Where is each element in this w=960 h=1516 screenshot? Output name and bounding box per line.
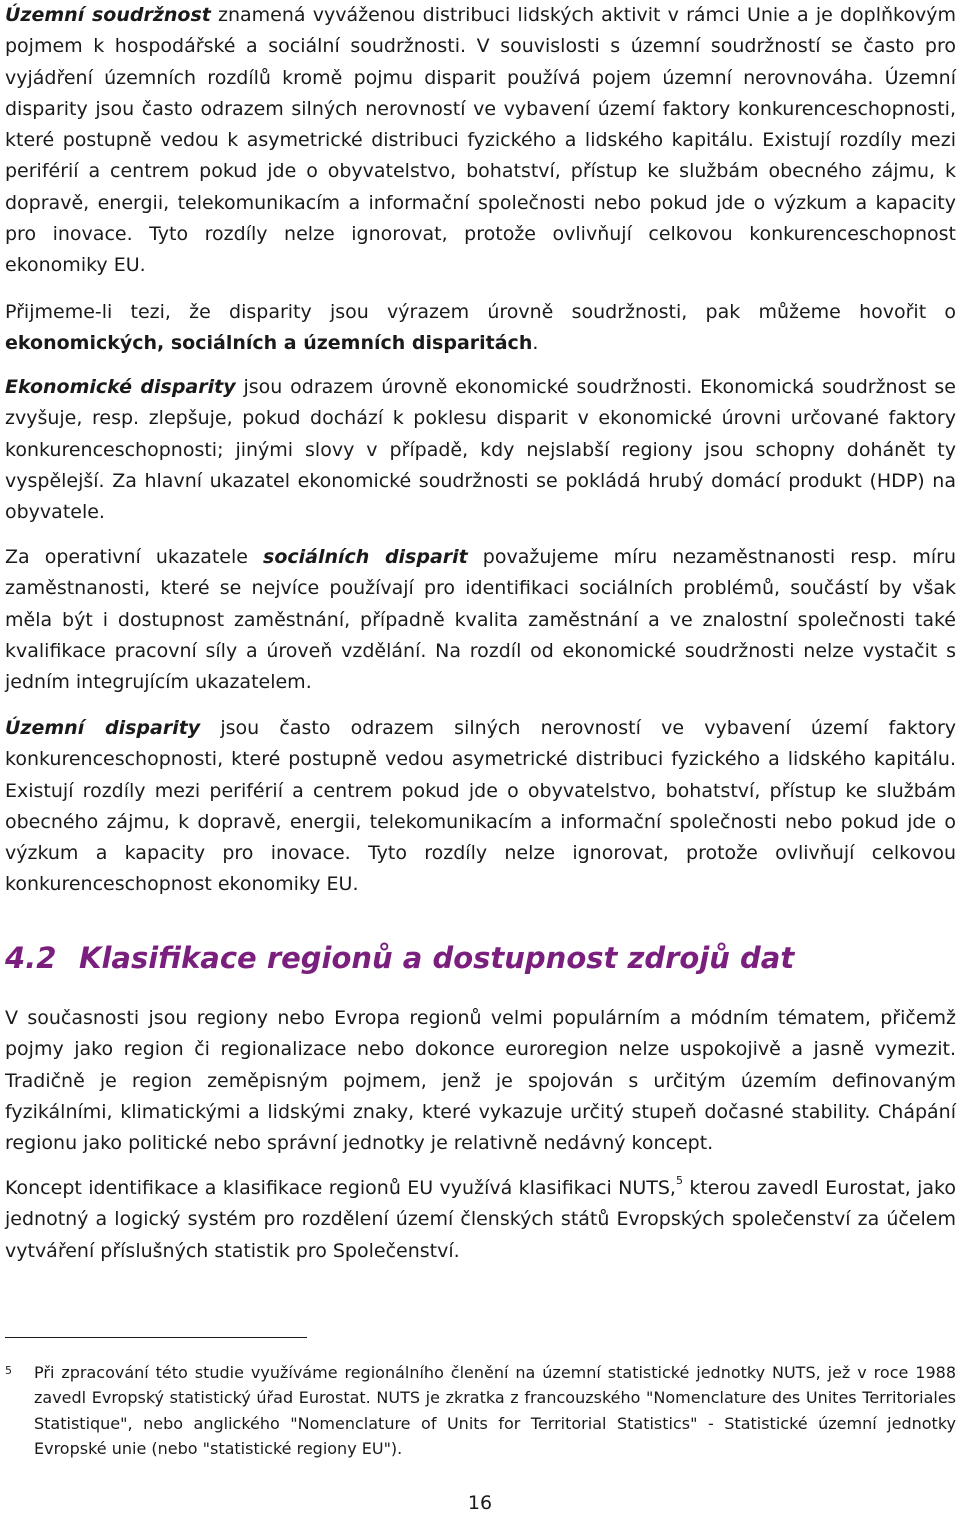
footnote-reference[interactable]: 5	[675, 1174, 683, 1187]
paragraph-text: V současnosti jsou regiony nebo Evropa regionů velmi populárním a módním tématem, přičemž pojmy jako region či regionalizace nebo dokonce euroregion nelze uspokojivě a jasně vymezit. Tradičně je region zeměpisným pojmem, jenž je spojován s určitým územím definovaným fyzikálními, klimatickými a lidskými znaky, které vykazuje určitý stupeň dočasné stability. Chápání regionu jako politické nebo správní jednotky je relativně nedávný koncept.	[5, 1007, 956, 1155]
section-title: Klasifikace regionů a dostupnost zdrojů dat	[79, 941, 795, 975]
footnote-mark: 5	[5, 1364, 12, 1377]
page-number: 16	[467, 1492, 493, 1514]
section-heading	[5, 936, 794, 980]
paragraph-economic-disparities	[5, 372, 956, 528]
section-number: 4.2	[5, 941, 57, 975]
footnote-text: Při zpracování této studie využíváme regionálního členění na územní statistické jednotky NUTS, jež v roce 1988 zavedl Evropský statistický úřad Eurostat. NUTS je zkratka z francouzského "Nomenclature des Unites Territoriales Statistique", nebo anglického "Nomenclature of Units for Territorial Statistics" - Statistické územní jednotky Evropské unie (nebo "statistické regiony EU").	[34, 1363, 956, 1458]
paragraph-text: považujeme míru nezaměstnanosti resp. míru zaměstnanosti, které se nejvíce používají pro identifikaci sociálních problémů, součástí by však měla být i dostupnost zaměstnání, případně kvalita zaměstnání a ve znalostní společnosti také kvalifikace pracovní síly a úroveň vzdělání. Na rozdíl od ekonomické soudržnosti nelze vystačit s jedním integrujícím ukazatelem.	[5, 546, 956, 694]
term-social-disparities: sociálních disparit	[263, 546, 468, 568]
term-disparity-types: ekonomických, sociálních a územních disparitách	[5, 332, 533, 355]
paragraph-text: jsou odrazem úrovně ekonomické soudržnosti. Ekonomická soudržnost se zvyšuje, resp. zlepšuje, pokud dochází k poklesu disparit v ekonomické úrovni určované faktory konkurenceschopnosti; jinými slovy v případě, kdy nejslabší regiony jsou schopny dohánět ty vyspělejší. Za hlavní ukazatel ekonomické soudržnosti se pokládá hrubý domácí produkt (HDP) na obyvatele.	[5, 376, 956, 524]
paragraph-disparity-types	[5, 297, 956, 360]
paragraph-text: Přijmeme-li tezi, že disparity jsou výrazem úrovně soudržnosti, pak můžeme hovořit o	[5, 301, 956, 323]
paragraph-nuts-concept	[5, 1173, 956, 1267]
paragraph-text: Koncept identifikace a klasifikace regionů EU využívá klasifikaci NUTS,	[5, 1177, 676, 1199]
term-economic-disparities: Ekonomické disparity	[5, 376, 236, 398]
paragraph-text: znamená vyváženou distribuci lidských aktivit v rámci Unie a je doplňkovým pojmem k hospodářské a sociální soudržnosti. V souvislosti s územní soudržností se často pro vyjádření územních rozdílů kromě pojmu disparit používá pojem územní nerovnováha. Územní disparity jsou často odrazem silných nerovností ve vybavení území faktory konkurenceschopnosti, které postupně vedou k asymetrické distribuci fyzického a lidského kapitálu. Existují rozdíly mezi periférií a centrem pokud jde o obyvatelstvo, bohatství, přístup ke službám obecného zájmu, k dopravě, energii, telekomunikacím a informační společnosti nebo pokud jde o výzkum a kapacity pro inovace. Tyto rozdíly nelze ignorovat, protože ovlivňují celkovou konkurenceschopnost ekonomiky EU.	[5, 4, 956, 277]
paragraph-lead: Za operativní ukazatele	[5, 546, 264, 568]
footnote	[5, 1360, 956, 1461]
paragraph-territorial-disparities	[5, 713, 956, 901]
paragraph-end: kterou zavedl Eurostat, jako jednotný a logický systém pro rozdělení území členských států Evropských společenství za účelem vytváření příslušných statistik pro Společenství.	[5, 1177, 956, 1262]
term-territorial-disparities: Územní disparity	[5, 717, 201, 739]
paragraph-end: .	[532, 332, 539, 355]
paragraph-territorial-cohesion	[5, 0, 956, 282]
footnote-separator	[5, 1337, 307, 1338]
paragraph-social-disparities	[5, 542, 956, 698]
paragraph-regions-intro	[5, 1003, 956, 1159]
term-territorial-cohesion: Územní soudržnost	[5, 4, 211, 26]
paragraph-text: jsou často odrazem silných nerovností ve vybavení území faktory konkurenceschopnosti, které postupně vedou asymetrické distribuci fyzického a lidského kapitálu. Existují rozdíly mezi periférií a centrem pokud jde o obyvatelstvo, bohatství, přístup ke službám obecného zájmu, k dopravě, energii, telekomunikacím a informační společnosti nebo pokud jde o výzkum a kapacity pro inovace. Tyto rozdíly nelze ignorovat, protože ovlivňují celkovou konkurenceschopnost ekonomiky EU.	[5, 717, 956, 896]
